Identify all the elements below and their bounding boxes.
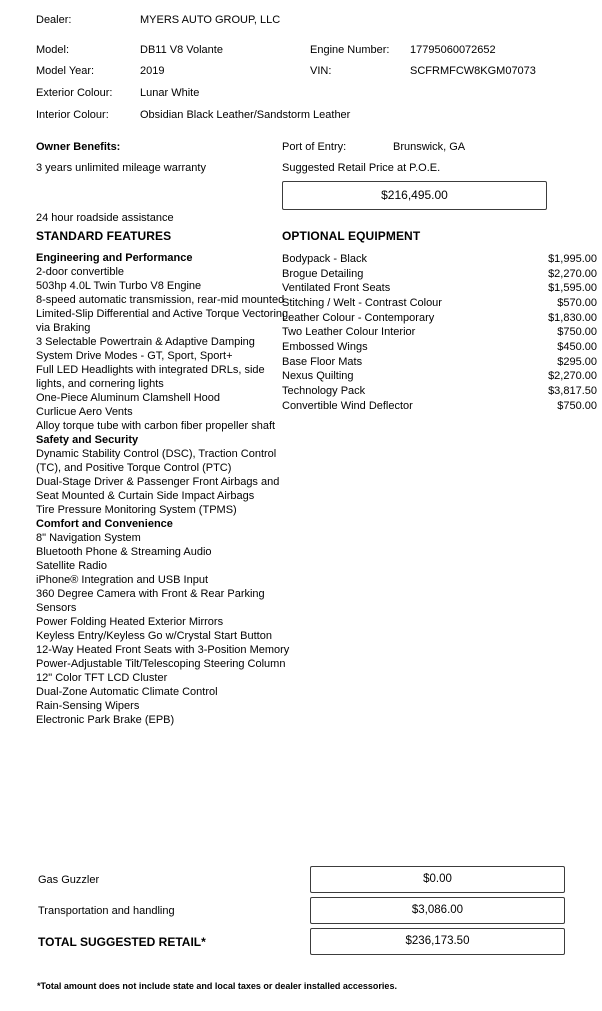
option-price: $2,270.00 [548,267,597,280]
owner-benefits-title: Owner Benefits: [36,141,121,153]
dealer-label: Dealer: [36,14,72,26]
optional-equipment-row [282,399,597,414]
totals-label: TOTAL SUGGESTED RETAIL* [38,935,206,949]
owner-benefit-warranty: 3 years unlimited mileage warranty [36,162,206,174]
feature-line: Power Folding Heated Exterior Mirrors [36,616,224,628]
exterior-colour-value: Lunar White [140,87,200,99]
model-label: Model: [36,44,70,56]
option-name: Brogue Detailing [282,267,364,280]
feature-line: Bluetooth Phone & Streaming Audio [36,546,212,558]
option-price: $1,595.00 [548,282,597,295]
option-name: Convertible Wind Deflector [282,399,413,412]
optional-equipment-list [282,252,597,413]
option-name: Stitching / Welt - Contrast Colour [282,296,442,309]
model-value: DB11 V8 Volante [140,44,223,56]
standard-features-title: STANDARD FEATURES [36,229,172,243]
totals-value-box: $0.00 [310,866,565,893]
standard-features-list [36,251,292,727]
feature-line: 2-door convertible [36,266,125,278]
totals-section [0,866,602,961]
feature-line: 12-Way Heated Front Seats with 3-Position Memory [36,644,290,656]
option-price: $3,817.50 [548,384,597,397]
suggested-retail-price-box: $216,495.00 [282,181,547,210]
option-price: $750.00 [557,399,597,412]
option-name: Nexus Quilting [282,370,354,383]
dealer-value: MYERS AUTO GROUP, LLC [140,14,281,26]
option-name: Ventilated Front Seats [282,282,391,295]
feature-line: Comfort and Convenience [36,518,173,530]
option-name: Leather Colour - Contemporary [282,311,435,324]
feature-line: Dynamic Stability Control (DSC), Traction Control (TC), and Positive Torque Control (PTC) [36,448,277,474]
feature-line: Dual-Stage Driver & Passenger Front Airbags and Seat Mounted & Curtain Side Impact Airbags [36,476,280,502]
optional-equipment-row [282,311,597,326]
option-price: $2,270.00 [548,370,597,383]
feature-line: Satellite Radio [36,560,107,572]
optional-equipment-row [282,384,597,399]
feature-line: iPhone® Integration and USB Input [36,574,208,586]
option-name: Base Floor Mats [282,355,363,368]
optional-equipment-row [282,369,597,384]
engine-number-label: Engine Number: [310,44,390,56]
feature-line: Tire Pressure Monitoring System (TPMS) [36,504,237,516]
optional-equipment-row [282,325,597,340]
engine-number-value: 17795060072652 [410,44,496,56]
totals-value-box: $236,173.50 [310,928,565,955]
suggested-retail-label: Suggested Retail Price at P.O.E. [282,162,441,174]
total-disclaimer-footnote: *Total amount does not include state and local taxes or dealer installed accessories. [37,981,397,991]
option-price: $295.00 [557,355,597,368]
option-name: Bodypack - Black [282,253,367,265]
vin-label: VIN: [310,65,332,77]
option-price: $450.00 [557,340,597,353]
feature-line: Full LED Headlights with integrated DRLs, side lights, and cornering lights [36,364,265,390]
interior-colour-label: Interior Colour: [36,109,109,121]
feature-line: Power-Adjustable Tilt/Telescoping Steering Column [36,658,286,670]
interior-colour-value: Obsidian Black Leather/Sandstorm Leather [140,109,351,121]
exterior-colour-label: Exterior Colour: [36,87,113,99]
model-year-value: 2019 [140,65,165,77]
feature-line: Dual-Zone Automatic Climate Control [36,686,218,698]
feature-line: 360 Degree Camera with Front & Rear Parking Sensors [36,588,265,614]
optional-equipment-row [282,281,597,296]
feature-line: Rain-Sensing Wipers [36,700,140,712]
totals-row [0,866,602,894]
optional-equipment-row [282,296,597,311]
port-of-entry-label: Port of Entry: [282,141,347,153]
feature-line: 3 Selectable Powertrain & Adaptive Damping System Drive Modes - GT, Sport, Sport+ [36,336,255,362]
model-year-label: Model Year: [36,65,95,77]
totals-row [0,897,602,925]
feature-line: One-Piece Aluminum Clamshell Hood [36,392,221,404]
feature-line: 503hp 4.0L Twin Turbo V8 Engine [36,280,202,292]
feature-line: 8" Navigation System [36,532,141,544]
option-name: Technology Pack [282,384,366,397]
optional-equipment-row [282,340,597,355]
feature-line: Electronic Park Brake (EPB) [36,714,175,726]
feature-line: Keyless Entry/Keyless Go w/Crystal Start Button [36,630,272,642]
vin-value: SCFRMFCW8KGM07073 [410,65,536,77]
feature-line: 12" Color TFT LCD Cluster [36,672,168,684]
feature-line: Alloy torque tube with carbon fiber propeller shaft [36,420,276,432]
totals-label: Transportation and handling [38,905,175,917]
option-name: Embossed Wings [282,340,368,353]
feature-line: Safety and Security [36,434,139,446]
optional-equipment-row [282,252,597,267]
option-price: $1,830.00 [548,311,597,324]
optional-equipment-row [282,355,597,370]
feature-line: Curlicue Aero Vents [36,406,133,418]
totals-value-box: $3,086.00 [310,897,565,924]
port-of-entry-value: Brunswick, GA [393,141,466,153]
totals-label: Gas Guzzler [38,874,100,886]
optional-equipment-row [282,267,597,282]
option-price: $570.00 [557,296,597,309]
feature-line: Limited-Slip Differential and Active Torque Vectoring via Braking [36,308,289,334]
totals-row [0,928,602,956]
owner-benefit-roadside: 24 hour roadside assistance [36,212,174,224]
feature-line: 8-speed automatic transmission, rear-mid mounted [36,294,285,306]
feature-line: Engineering and Performance [36,252,193,264]
option-price: $1,995.00 [548,253,597,265]
optional-equipment-title: OPTIONAL EQUIPMENT [282,229,421,243]
option-name: Two Leather Colour Interior [282,326,416,339]
option-price: $750.00 [557,326,597,339]
